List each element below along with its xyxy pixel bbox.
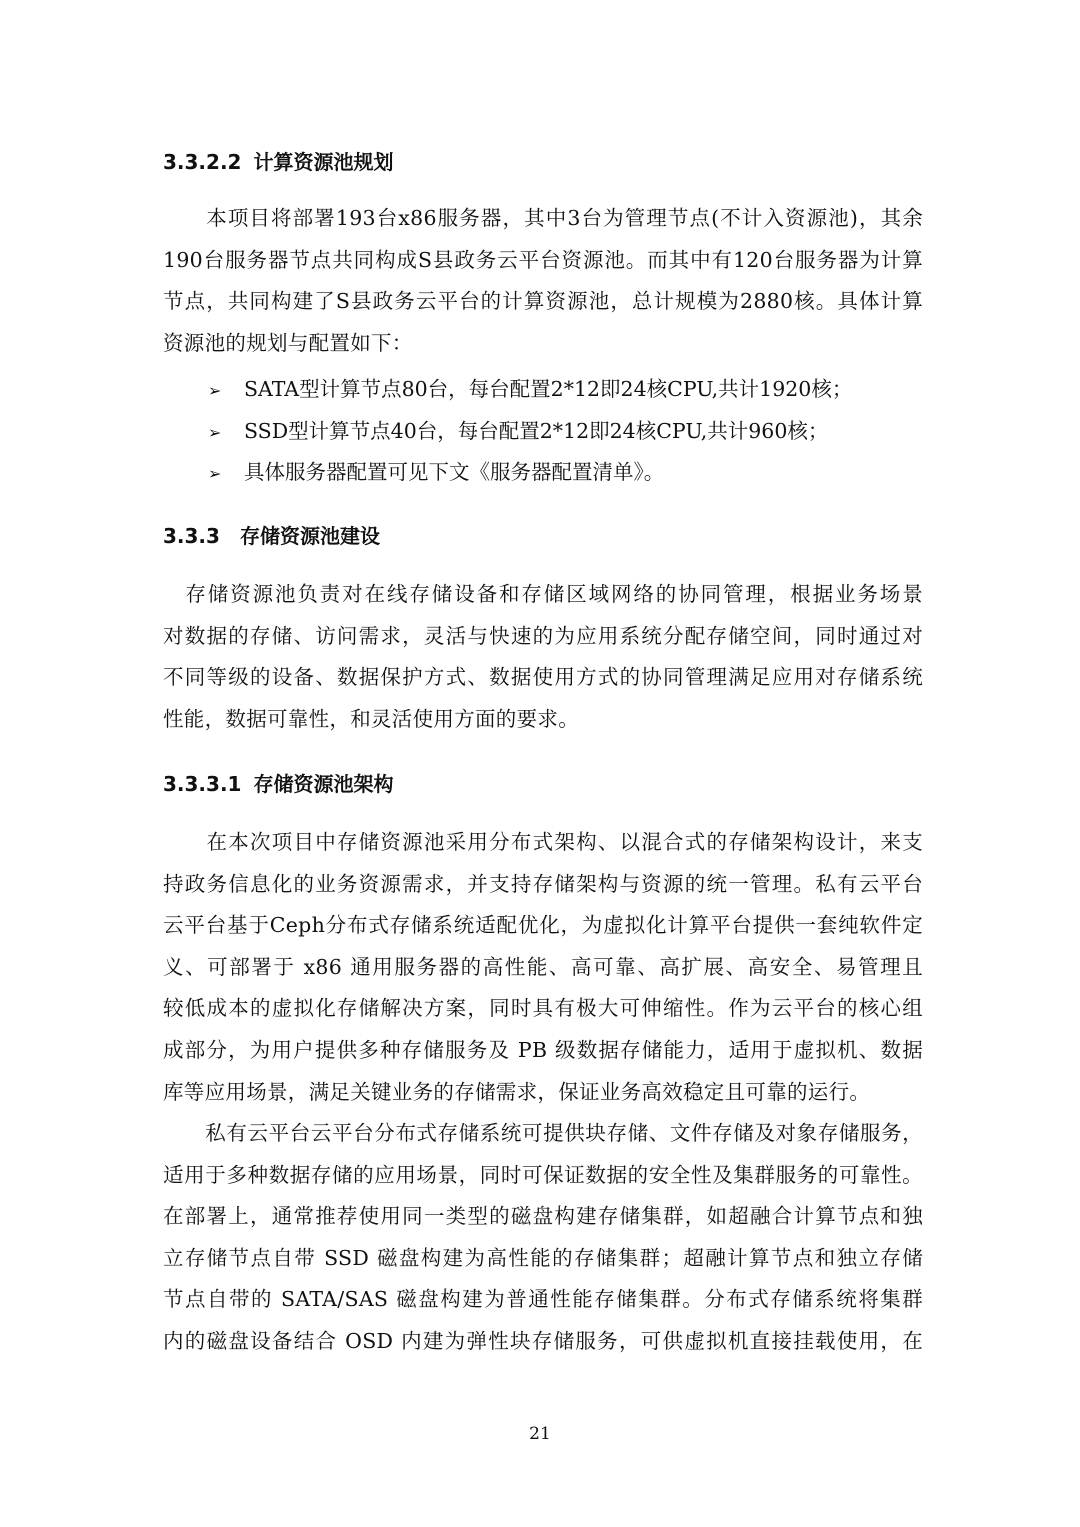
- list-item: [208, 452, 908, 494]
- text-line: 库等应用场景，满足关键业务的存储需求，保证业务高效稳定且可靠的运行。: [163, 1079, 871, 1104]
- arrow-bullet-icon: ➢: [208, 464, 222, 483]
- section-title: 存储资源池架构: [253, 772, 394, 796]
- text-line: 云平台基于Ceph分布式存储系统适配优化，为虚拟化计算平台提供一套纯软件定: [163, 913, 923, 938]
- paragraph-architecture-1: [163, 822, 923, 1113]
- list-item: [208, 369, 908, 411]
- page-number: 21: [529, 1424, 551, 1444]
- text-line: 190台服务器节点共同构成S县政务云平台资源池。而其中有120台服务器为计算: [163, 247, 923, 272]
- list-item-text: 具体服务器配置可见下文《服务器配置清单》。: [244, 460, 665, 484]
- section-heading-333: [163, 522, 380, 550]
- list-item-text: SATA型计算节点80台，每台配置2*12即24核CPU,共计1920核；: [244, 377, 853, 401]
- arrow-bullet-icon: ➢: [208, 422, 222, 442]
- text-line: 不同等级的设备、数据保护方式、数据使用方式的协同管理满足应用对存储系统: [163, 665, 923, 690]
- text-line: 本项目将部署193台x86服务器，其中3台为管理节点(不计入资源池)，其余: [163, 206, 923, 230]
- section-number: 3.3.3.1: [163, 772, 242, 796]
- text-line: 立存储节点自带 SSD 磁盘构建为高性能的存储集群；超融计算节点和独立存储: [163, 1245, 923, 1270]
- text-line: 节点自带的 SATA/SAS 磁盘构建为普通性能存储集群。分布式存储系统将集群: [163, 1287, 923, 1312]
- paragraph-architecture-2: [163, 1113, 923, 1363]
- list-item: [208, 411, 908, 453]
- paragraph-storage-intro: [163, 574, 923, 740]
- text-line: 在本次项目中存储资源池采用分布式架构、以混合式的存储架构设计，来支: [163, 830, 923, 854]
- arrow-bullet-icon: ➢: [208, 381, 222, 400]
- section-heading-3331: [163, 770, 393, 798]
- text-line: 性能，数据可靠性，和灵活使用方面的要求。: [163, 706, 579, 731]
- text-line: 私有云平台云平台分布式存储系统可提供块存储、文件存储及对象存储服务，: [163, 1121, 923, 1145]
- text-line: 义、可部署于 x86 通用服务器的高性能、高可靠、高扩展、高安全、易管理且: [163, 954, 923, 979]
- text-line: 内的磁盘设备结合 OSD 内建为弹性块存储服务，可供虚拟机直接挂载使用，在: [163, 1328, 923, 1353]
- paragraph-compute-intro: [163, 198, 923, 364]
- section-title: 计算资源池规划: [253, 150, 394, 174]
- text-line: 持政务信息化的业务资源需求，并支持存储架构与资源的统一管理。私有云平台: [163, 871, 923, 896]
- text-line: 在部署上，通常推荐使用同一类型的磁盘构建存储集群，如超融合计算节点和独: [163, 1204, 923, 1229]
- text-line: 节点，共同构建了S县政务云平台的计算资源池，总计规模为2880核。具体计算: [163, 289, 923, 314]
- list-item-text: SSD型计算节点40台，每台配置2*12即24核CPU,共计960核；: [244, 418, 829, 443]
- section-title: 存储资源池建设: [239, 524, 380, 548]
- section-heading-3322: [163, 148, 393, 176]
- text-line: 成部分，为用户提供多种存储服务及 PB 级数据存储能力，适用于虚拟机、数据: [163, 1037, 923, 1062]
- text-line: 对数据的存储、访问需求，灵活与快速的为应用系统分配存储空间，同时通过对: [163, 623, 923, 648]
- section-number: 3.3.2.2: [163, 150, 242, 174]
- text-line: 存储资源池负责对在线存储设备和存储区域网络的协同管理，根据业务场景: [163, 582, 923, 606]
- text-line: 资源池的规划与配置如下：: [163, 330, 413, 355]
- text-line: 适用于多种数据存储的应用场景，同时可保证数据的安全性及集群服务的可靠性。: [163, 1162, 923, 1187]
- text-line: 较低成本的虚拟化存储解决方案，同时具有极大可伸缩性。作为云平台的核心组: [163, 996, 923, 1021]
- bullet-list: [208, 369, 908, 494]
- section-number: 3.3.3: [163, 524, 220, 548]
